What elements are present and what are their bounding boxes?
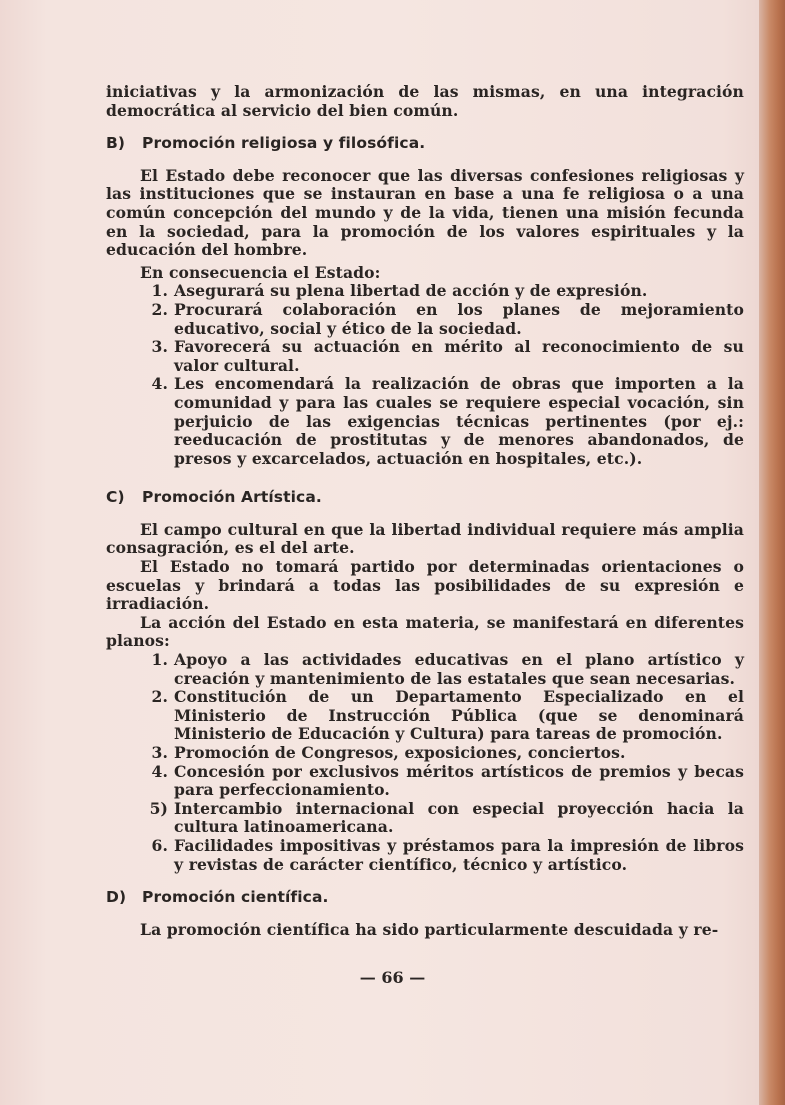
section-d-letter: D) [106,888,127,907]
list-item-text: Favorecerá su actuación en mérito al reconocimiento de su valor cultural. [174,337,744,375]
list-item-text: Asegurará su plena libertad de acción y de expresión. [174,281,648,301]
list-item-text: Procurará colaboración en los planes de mejoramiento educativo, social y ético de la sociedad. [174,299,744,338]
list-item-number: 4. [151,761,168,781]
list-item [106,375,744,468]
section-b-letter: B) [106,134,126,153]
section-c-heading [106,488,744,507]
list-item [106,688,744,744]
list-item [106,800,744,837]
list-item-number: 1. [151,650,168,670]
list-item [106,338,744,375]
section-b-heading [106,134,744,153]
section-c-list [106,651,744,874]
page-number: — 66 — [359,968,426,987]
list-item-number: 2. [151,687,168,707]
list-item-text: Constitución de un Departamento Especializado en el Ministerio de Instrucción Pública (que se denominará Ministerio de Educación y Cultura) para tareas de promoción. [174,687,744,744]
list-item [106,282,744,301]
list-item-text: Intercambio internacional con especial proyección hacia la cultura latinoamericana. [174,798,744,837]
intro-paragraph: iniciativas y la armonización de las mismas, en una integración democrática al servicio del bien común. [106,82,744,120]
list-item-number: 6. [151,835,168,855]
list-item [106,837,744,874]
section-b-paragraph: El Estado debe reconocer que las diversas confesiones religiosas y las instituciones que se instauran en base a una fe religiosa o a una común concepción del mundo y de la vida, tienen una misión fecunda en la sociedad, para la promoción de los valores espirituales y la educación del hombre. [106,165,744,260]
list-item-number: 2. [151,299,168,319]
list-item-number: 4. [151,374,168,394]
section-c-paragraph-2: El Estado no tomará partido por determinadas orientaciones o escuelas y brindará a todas las posibilidades de su expresión e irradiación. [106,557,744,614]
section-b-lead: En consecuencia el Estado: [140,262,381,282]
list-item-number: 1. [151,281,168,301]
list-item [106,763,744,800]
book-spine-edge [759,0,785,1105]
list-item-text: Les encomendará la realización de obras que importen a la comunidad y para las cuales se requiere especial vocación, sin perjuicio de las exigencias técnicas pertinentes (por ej.: reeducación de prostitutas y de menores abandonados, de presos y excarcelados, actuación en hospitales, etc.). [174,374,744,468]
list-item-text: Promoción de Congresos, exposiciones, conciertos. [174,743,626,762]
section-d-title: Promoción científica. [142,888,329,907]
list-item [106,744,744,763]
list-item-text: Concesión por exclusivos méritos artísticos de premios y becas para perfeccionamiento. [174,761,744,800]
section-b-list [106,282,744,468]
list-item-text: Apoyo a las actividades educativas en el plano artístico y creación y mantenimiento de las estatales que sean necesarias. [174,650,744,688]
list-item-number: 3. [151,337,168,357]
list-item [106,651,744,688]
list-item-number: 3. [151,743,168,762]
section-d-heading [106,888,744,907]
section-c-letter: C) [106,488,125,507]
section-d-paragraph: La promoción científica ha sido particularmente descuidada y re- [140,919,719,939]
list-item-number: 5) [149,798,168,818]
section-b-title: Promoción religiosa y filosófica. [142,134,426,153]
page-text-block [106,83,744,939]
section-c-paragraph-1: El campo cultural en que la libertad individual requiere más amplia consagración, es el del arte. [106,519,744,558]
section-c-title: Promoción Artística. [142,488,322,507]
list-item-text: Facilidades impositivas y préstamos para la impresión de libros y revistas de carácter científico, técnico y artístico. [174,835,744,874]
list-item [106,301,744,338]
section-c-paragraph-3: La acción del Estado en esta materia, se manifestará en diferentes planos: [106,612,744,651]
